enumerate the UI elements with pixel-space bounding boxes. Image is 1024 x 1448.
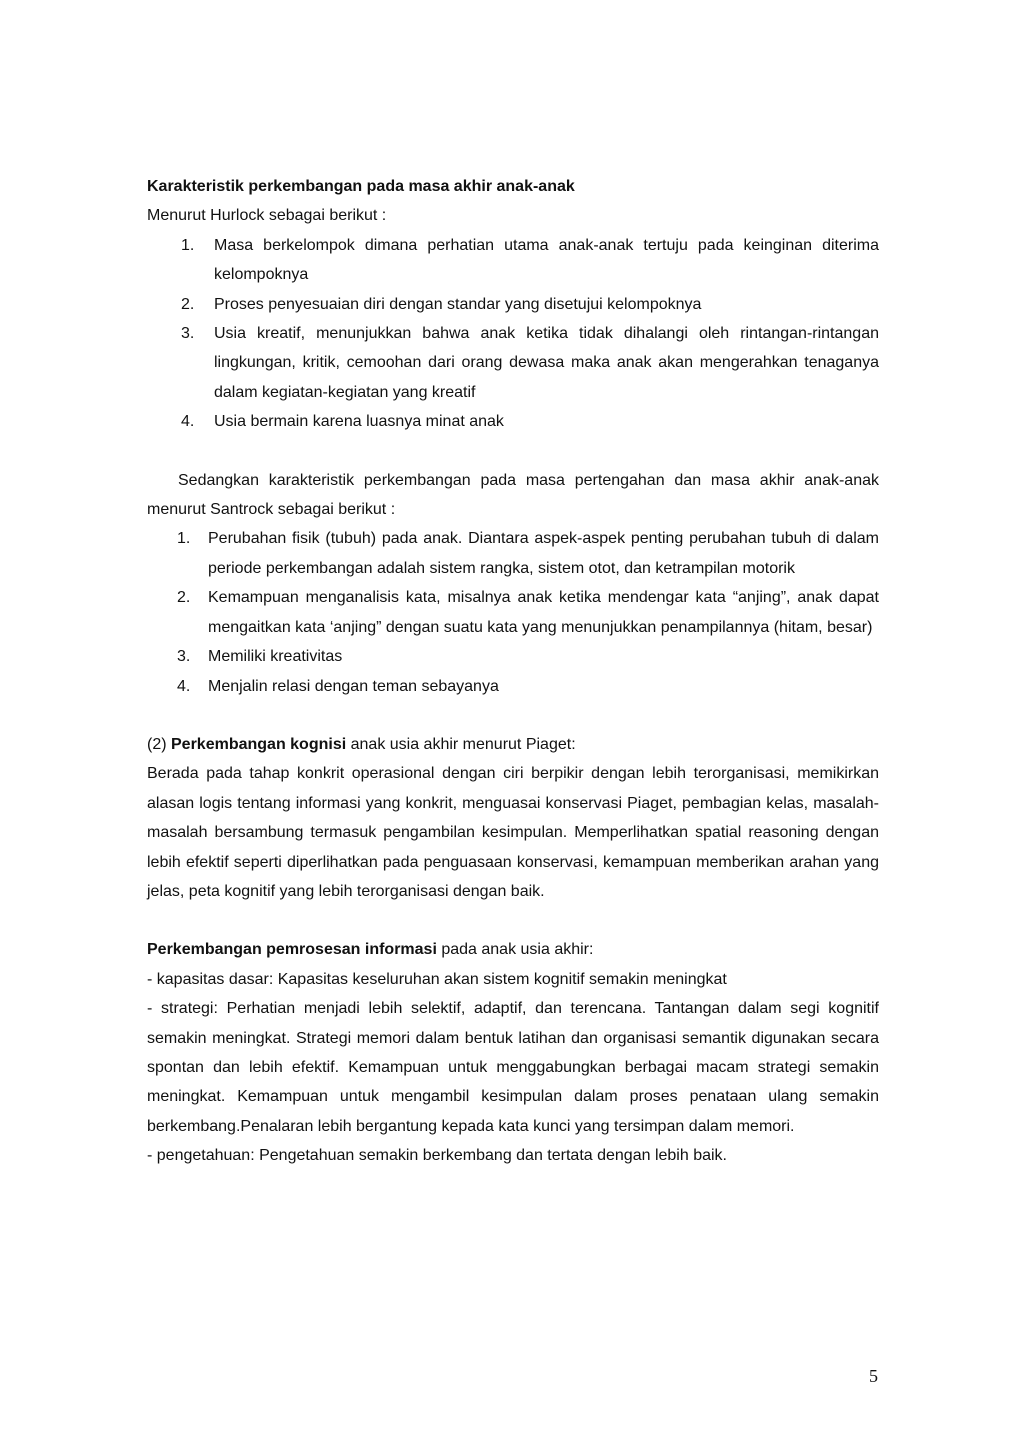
spacer	[147, 906, 879, 935]
list-number: 3.	[177, 648, 191, 666]
pemrosesan-suffix: pada anak usia akhir:	[436, 941, 594, 959]
list-item-text: Proses penyesuaian diri dengan standar yang disetujui kelompoknya	[214, 295, 702, 313]
hurlock-intro: Menurut Hurlock sebagai berikut :	[147, 207, 387, 225]
strategi-paragraph: - strategi: Perhatian menjadi lebih selektif, adaptif, dan terencana. Tantangan dalam segi kognitif semakin meningkat. Strategi memori dalam bentuk latihan dan organisasi semantik digunakan secara spontan dan lebih efektif. Kemampuan untuk menggabungkan berbagai macam strategi semakin meningkat. Kemampuan untuk mengambil kesimpulan dalam proses penataan ulang semakin berkembang.Penalaran lebih bergantung kepada kata kunci yang tersimpan dalam memori.	[147, 1000, 879, 1135]
list-item	[147, 407, 879, 436]
list-item	[147, 642, 879, 671]
list-item-text: Memiliki kreativitas	[208, 648, 343, 666]
kognisi-suffix: anak usia akhir menurut Piaget:	[346, 735, 576, 753]
list-item-text: Usia bermain karena luasnya minat anak	[214, 413, 504, 431]
list-item	[147, 231, 879, 290]
list-item-text: Kemampuan menganalisis kata, misalnya anak ketika mendengar kata “anjing”, anak dapat mengaitkan kata ‘anjing” dengan suatu kata yang menunjukkan penampilannya (hitam, besar)	[208, 589, 879, 636]
pemrosesan-bold: Perkembangan pemrosesan informasi	[147, 941, 437, 959]
list-number: 2.	[181, 295, 195, 313]
hurlock-list	[147, 231, 879, 437]
pengetahuan-line: - pengetahuan: Pengetahuan semakin berkembang dan tertata dengan lebih baik.	[147, 1147, 727, 1165]
list-item-text: Masa berkelompok dimana perhatian utama anak-anak tertuju pada keinginan diterima kelompoknya	[214, 236, 879, 284]
list-item-text: Menjalin relasi dengan teman sebayanya	[208, 677, 499, 695]
list-item	[147, 319, 879, 407]
list-item-text: Usia kreatif, menunjukkan bahwa anak ketika tidak dihalangi oleh rintangan-rintangan lingkungan, kritik, cemoohan dari orang dewasa maka anak akan mengerahkan tenaganya dalam kegiatan-kegiatan yang kreatif	[214, 325, 879, 401]
page-content	[147, 172, 879, 1171]
list-number: 1.	[177, 530, 191, 548]
list-number: 4.	[181, 413, 195, 431]
list-number: 2.	[177, 589, 191, 607]
spacer	[147, 437, 879, 466]
kognisi-prefix: (2)	[147, 735, 171, 753]
kapasitas-line: - kapasitas dasar: Kapasitas keseluruhan akan sistem kognitif semakin meningkat	[147, 970, 727, 988]
pemrosesan-heading	[147, 935, 879, 964]
kognisi-body: Berada pada tahap konkrit operasional dengan ciri berpikir dengan lebih terorganisasi, memikirkan alasan logis tentang informasi yang konkrit, menguasai konservasi Piaget, pembagian kelas, masalah-masalah bersambung termasuk pengambilan kesimpulan. Memperlihatkan spatial reasoning dengan lebih efektif seperti diperlihatkan pada penguasaan konservasi, kemampuan memberikan arahan yang jelas, peta kognitif yang lebih terorganisasi dengan baik.	[147, 765, 879, 900]
list-item	[147, 672, 879, 701]
list-number: 4.	[177, 677, 191, 695]
list-item	[147, 524, 879, 583]
section-heading-karakteristik: Karakteristik perkembangan pada masa akhir anak-anak	[147, 178, 575, 195]
list-item	[147, 290, 879, 319]
list-item-text: Perubahan fisik (tubuh) pada anak. Diantara aspek-aspek penting perubahan tubuh di dalam periode perkembangan adalah sistem rangka, sistem otot, dan ketrampilan motorik	[208, 530, 879, 577]
list-number: 3.	[181, 325, 195, 343]
kognisi-heading	[147, 730, 879, 759]
kognisi-bold: Perkembangan kognisi	[171, 735, 347, 753]
page-number: 5	[869, 1366, 878, 1386]
list-item	[147, 583, 879, 642]
santrock-list	[147, 524, 879, 700]
list-number: 1.	[181, 236, 195, 254]
santrock-intro: Sedangkan karakteristik perkembangan pada masa pertengahan dan masa akhir anak-anak menurut Santrock sebagai berikut :	[147, 471, 879, 519]
spacer	[147, 701, 879, 730]
